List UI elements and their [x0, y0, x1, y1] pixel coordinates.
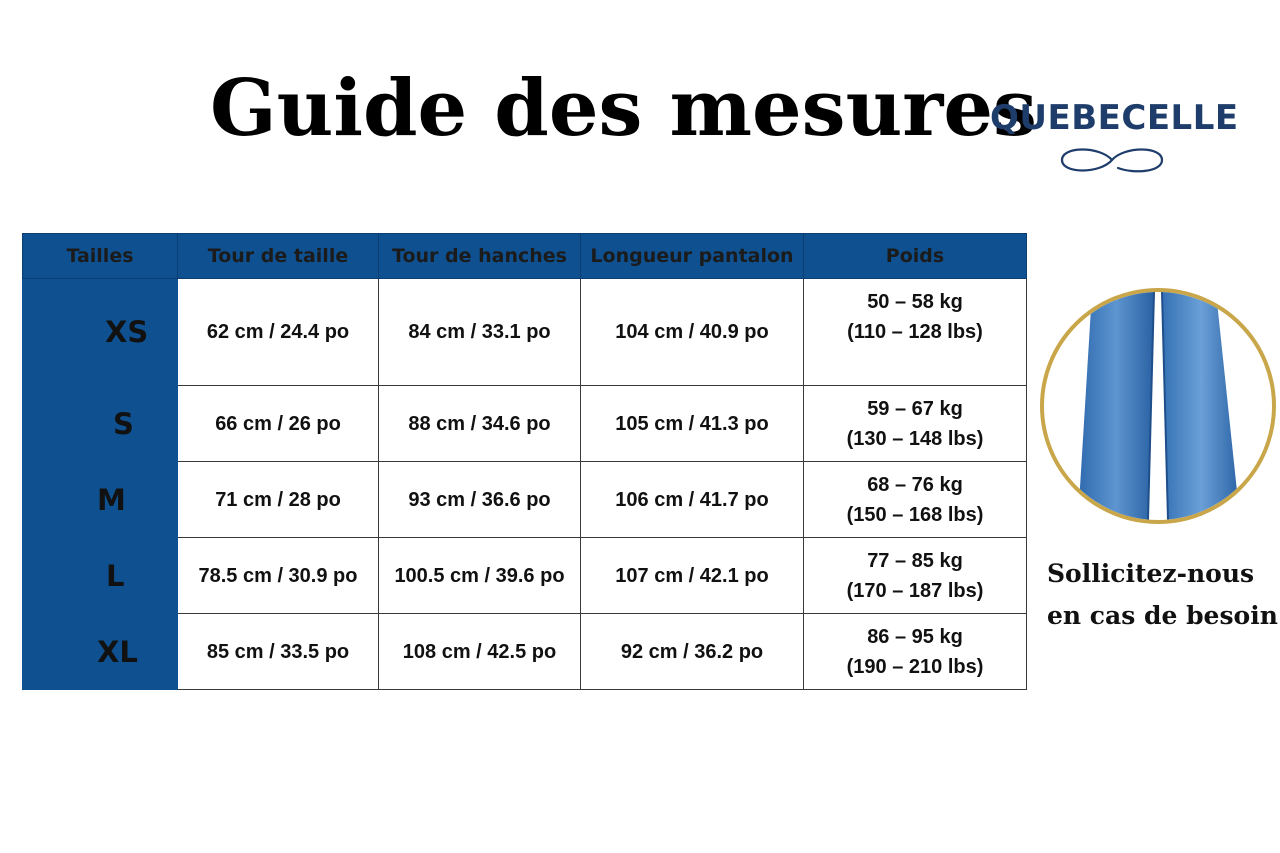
hips-cell: 108 cm / 42.5 po	[379, 614, 581, 690]
table-row	[23, 538, 1027, 614]
jeans-legs-photo	[1040, 288, 1276, 524]
brand-logo	[990, 92, 1250, 192]
table-header-row	[23, 234, 1027, 279]
help-line-2: en cas de besoin	[1047, 601, 1278, 630]
waist-cell: 62 cm / 24.4 po	[178, 279, 379, 386]
weight-lbs: (130 – 148 lbs)	[846, 427, 984, 450]
page-title: Guide des mesures	[210, 63, 1037, 154]
waist-cell: 85 cm / 33.5 po	[178, 614, 379, 690]
weight-cell	[804, 279, 1027, 386]
length-cell: 106 cm / 41.7 po	[581, 462, 804, 538]
weight-lbs: (190 – 210 lbs)	[846, 655, 984, 678]
weight-kg: 68 – 76 kg	[867, 473, 963, 496]
length-cell: 104 cm / 40.9 po	[581, 279, 804, 386]
table-row	[23, 614, 1027, 690]
size-label: XS	[23, 279, 178, 386]
header-hips: Tour de hanches	[379, 234, 581, 279]
help-message	[1047, 553, 1278, 637]
size-label: M	[23, 462, 178, 538]
infinity-icon	[1056, 142, 1168, 178]
hips-cell: 84 cm / 33.1 po	[379, 279, 581, 386]
jeans-illustration	[1044, 292, 1272, 520]
size-label: XL	[23, 614, 178, 690]
weight-lbs: (170 – 187 lbs)	[846, 579, 984, 602]
weight-cell	[804, 462, 1027, 538]
header-waist: Tour de taille	[178, 234, 379, 279]
waist-cell: 78.5 cm / 30.9 po	[178, 538, 379, 614]
weight-lbs: (110 – 128 lbs)	[847, 321, 983, 343]
length-cell: 107 cm / 42.1 po	[581, 538, 804, 614]
weight-kg: 50 – 58 kg	[867, 291, 963, 313]
weight-cell	[804, 538, 1027, 614]
weight-kg: 86 – 95 kg	[867, 625, 963, 648]
waist-cell: 71 cm / 28 po	[178, 462, 379, 538]
size-label: L	[23, 538, 178, 614]
brand-name: QUEBECELLE	[990, 98, 1239, 138]
help-line-1: Sollicitez-nous	[1047, 559, 1255, 588]
table-row	[23, 386, 1027, 462]
weight-cell	[804, 386, 1027, 462]
weight-kg: 77 – 85 kg	[867, 549, 963, 572]
table-row	[23, 462, 1027, 538]
hips-cell: 88 cm / 34.6 po	[379, 386, 581, 462]
waist-cell: 66 cm / 26 po	[178, 386, 379, 462]
header-sizes: Tailles	[23, 234, 178, 279]
table-row	[23, 279, 1027, 386]
header-length: Longueur pantalon	[581, 234, 804, 279]
weight-cell	[804, 614, 1027, 690]
size-label: S	[23, 386, 178, 462]
length-cell: 92 cm / 36.2 po	[581, 614, 804, 690]
hips-cell: 100.5 cm / 39.6 po	[379, 538, 581, 614]
hips-cell: 93 cm / 36.6 po	[379, 462, 581, 538]
header-weight: Poids	[804, 234, 1027, 279]
size-chart-table	[22, 233, 1027, 690]
length-cell: 105 cm / 41.3 po	[581, 386, 804, 462]
weight-kg: 59 – 67 kg	[867, 397, 963, 420]
weight-lbs: (150 – 168 lbs)	[846, 503, 984, 526]
